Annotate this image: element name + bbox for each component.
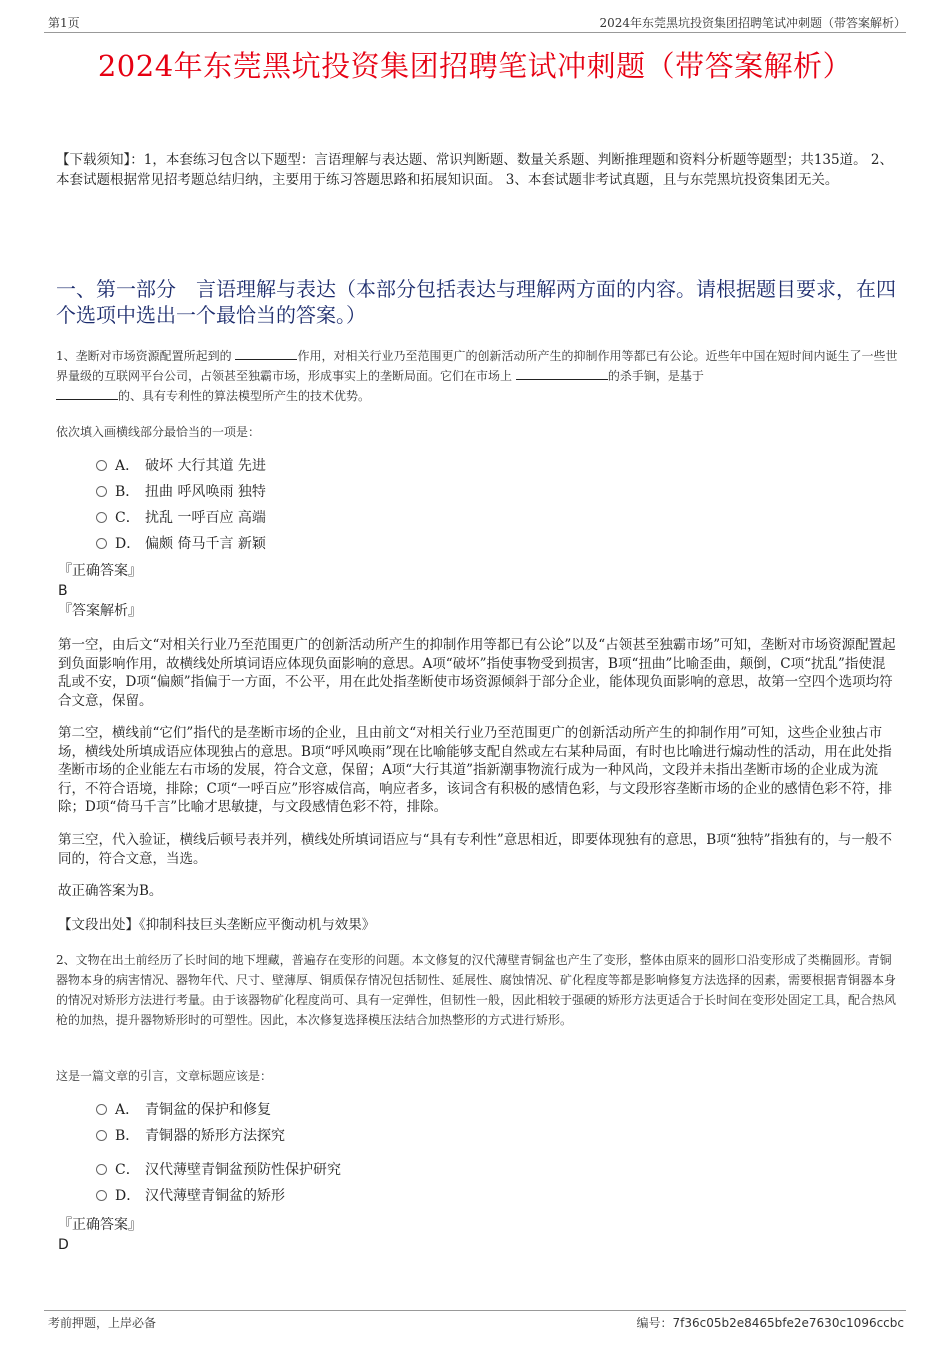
- q2-option-b[interactable]: [96, 1126, 285, 1146]
- section-heading: 一、第一部分 言语理解与表达（本部分包括表达与理解两方面的内容。请根据题目要求，在四个选项中选出一个最恰当的答案。）: [56, 277, 896, 327]
- option-text: 青铜器的矫形方法探究: [145, 1128, 285, 1144]
- q1-answer-label: 『正确答案』: [58, 563, 142, 579]
- radio-icon[interactable]: [96, 538, 107, 549]
- option-text: 扰乱 一呼百应 高端: [145, 510, 266, 526]
- q1-analysis-paragraph-3: 第三空，代入验证，横线后顿号表并列，横线处所填词语应与“具有专利性”意思相近，即要体现独有的意思，B项“独特”指独有的，与一般不同的，符合文意，当选。: [58, 832, 893, 867]
- q1-stem-part-d: 的、具有专利性的算法模型所产生的技术优势。: [118, 389, 371, 403]
- page-number: 第1页: [48, 16, 80, 30]
- option-letter: B．: [115, 1128, 140, 1144]
- q1-analysis-label: 『答案解析』: [58, 603, 142, 619]
- option-text: 汉代薄壁青铜盆的矫形: [145, 1188, 285, 1204]
- running-header-title: 2024年东莞黑坑投资集团招聘笔试冲刺题（带答案解析）: [599, 16, 906, 30]
- radio-icon[interactable]: [96, 486, 107, 497]
- q1-analysis-paragraph-2: 第二空，横线前“它们”指代的是垄断市场的企业，且由前文“对相关行业乃至范围更广的创新活动所产生的抑制作用”可知，这些企业独占市场，横线处所填成语应体现独占的意思。B项“呼风唤雨”现在比喻能够支配自然或左右某种局面，有时也比喻进行煽动性的活动，用在此处指垄断市场的企业能左右市场的发展，符合文意，保留；A项“大行其道”指新潮事物流行成为一种风尚，文段并未指出垄断市场的企业成为流行，不符合语境，排除；C项“一呼百应”形容威信高，响应者多，该词含有积极的感情色彩，与文段形容垄断市场的企业的感情色彩不符，排除；D项“倚马千言”比喻才思敏捷，与文段感情色彩不符，排除。: [58, 725, 893, 815]
- q1-option-c[interactable]: [96, 508, 266, 528]
- radio-icon[interactable]: [96, 1104, 107, 1115]
- radio-icon[interactable]: [96, 1130, 107, 1141]
- document-title: 2024年东莞黑坑投资集团招聘笔试冲刺题（带答案解析）: [97, 49, 853, 83]
- option-letter: C．: [115, 510, 140, 526]
- option-text: 偏颇 倚马千言 新颖: [145, 536, 266, 552]
- footer-slogan: 考前押题，上岸必备: [48, 1316, 157, 1330]
- q2-option-c[interactable]: [96, 1160, 341, 1180]
- q1-option-b[interactable]: [96, 482, 266, 502]
- fill-blank: [235, 347, 297, 360]
- option-letter: B．: [115, 484, 140, 500]
- q1-analysis-conclusion: 故正确答案为B。: [58, 883, 163, 899]
- fill-blank: [516, 367, 608, 380]
- q1-stem-part-b: 作用，对相关行业乃至范围更广的创新活动所产生的抑制作用等都已有公论。近些年中国在短时间内诞生了一些世界量级的互联网平台公司，占领甚至独霸市场，形成事实上的垄断局面。它们在市场上: [56, 349, 898, 383]
- q2-answer: D: [58, 1237, 69, 1253]
- header-divider: [44, 32, 906, 33]
- option-letter: A．: [115, 1102, 140, 1118]
- q1-stem-part-a: 1、垄断对市场资源配置所起到的: [56, 349, 236, 363]
- question-2-prompt: 这是一篇文章的引言，文章标题应该是：: [56, 1069, 273, 1083]
- radio-icon[interactable]: [96, 512, 107, 523]
- footer-code-value: 7f36c05b2e8465bfe2e7630c1096ccbc: [672, 1316, 904, 1330]
- q1-option-d[interactable]: [96, 534, 266, 554]
- q2-option-d[interactable]: [96, 1186, 285, 1206]
- question-1-stem: [56, 346, 898, 406]
- q2-option-a[interactable]: [96, 1100, 271, 1120]
- option-text: 扭曲 呼风唤雨 独特: [145, 484, 266, 500]
- question-1-prompt: 依次填入画横线部分最恰当的一项是：: [56, 425, 261, 439]
- download-notice: 【下载须知】：1，本套练习包含以下题型：言语理解与表达题、常识判断题、数量关系题、判断推理题和资料分析题等题型；共135道。 2、本套试题根据常见招考题总结归纳，主要用于练习答题思路和拓展知识面。 3、本套试题非考试真题，且与东莞黑坑投资集团无关。: [56, 152, 893, 188]
- option-letter: D．: [115, 1188, 141, 1204]
- footer-code: [636, 1314, 904, 1331]
- radio-icon[interactable]: [96, 460, 107, 471]
- q1-option-a[interactable]: [96, 456, 266, 476]
- option-letter: C．: [115, 1162, 140, 1178]
- option-letter: D．: [115, 536, 141, 552]
- q1-answer: B: [58, 583, 68, 599]
- question-2-stem: 2、文物在出土前经历了长时间的地下埋藏，普遍存在变形的问题。本文修复的汉代薄壁青铜盆也产生了变形，整体由原来的圆形口沿变形成了类椭圆形。青铜器物本身的病害情况、器物年代、尺寸、壁薄厚、铜质保存情况包括韧性、延展性、腐蚀情况、矿化程度等都是影响修复方法选择的因素，需要根据青铜器本身的情况对矫形方法进行考量。由于该器物矿化程度尚可、具有一定弹性，但韧性一般，因此相较于强硬的矫形方法更适合于长时间在变形处固定工具，配合热风枪的加热，提升器物矫形时的可塑性。因此，本次修复选择模压法结合加热整形的方式进行矫形。: [56, 953, 897, 1027]
- radio-icon[interactable]: [96, 1164, 107, 1175]
- option-letter: A．: [115, 458, 140, 474]
- radio-icon[interactable]: [96, 1190, 107, 1201]
- q2-answer-label: 『正确答案』: [58, 1217, 142, 1233]
- fill-blank: [56, 387, 118, 400]
- q1-source: 【文段出处】《抑制科技巨头垄断应平衡动机与效果》: [58, 917, 376, 933]
- q1-analysis-paragraph-1: 第一空，由后文“对相关行业乃至范围更广的创新活动所产生的抑制作用等都已有公论”以及“占领甚至独霸市场”可知，垄断对市场资源配置起到负面影响作用，故横线处所填词语应体现负面影响的意思。A项“破坏”指使事物受到损害，B项“扭曲”比喻歪曲，颠倒，C项“扰乱”指使混乱或不安，D项“偏颇”指偏于一方面，不公平，用在此处指垄断使市场资源倾斜于部分企业，能体现负面影响的意思，故第一空四个选项均符合文意，保留。: [58, 637, 896, 709]
- footer-divider: [44, 1310, 906, 1311]
- option-text: 汉代薄壁青铜盆预防性保护研究: [145, 1162, 341, 1178]
- footer-code-label: 编号：: [636, 1316, 673, 1330]
- option-text: 青铜盆的保护和修复: [145, 1102, 271, 1118]
- q1-stem-part-c: 的杀手锏，是基于: [607, 369, 704, 383]
- option-text: 破坏 大行其道 先进: [145, 458, 266, 474]
